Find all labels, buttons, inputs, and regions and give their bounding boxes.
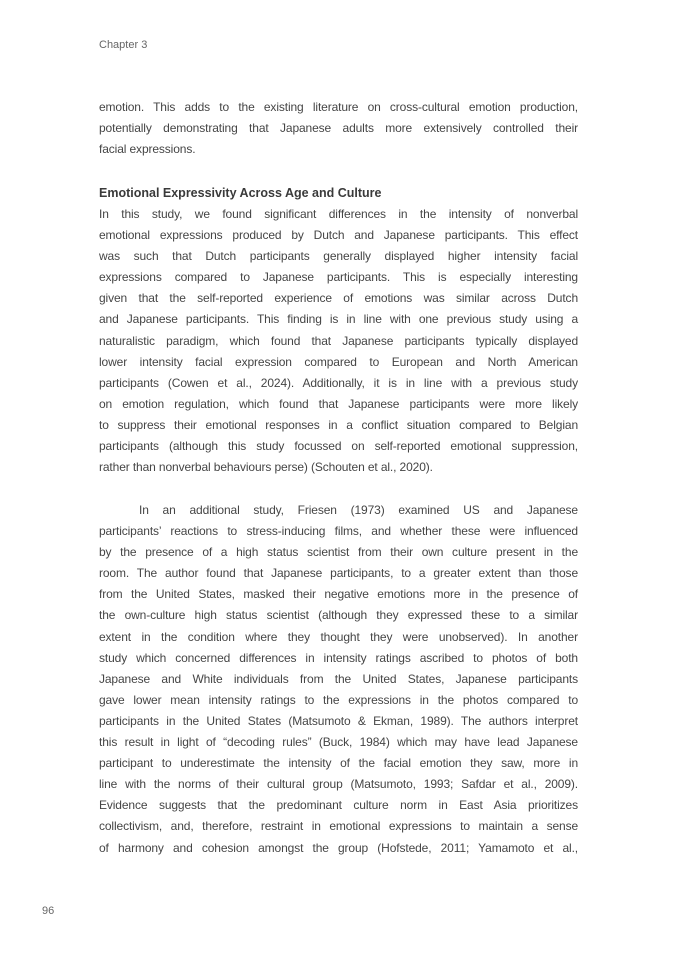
text-line: this result in light of “decoding rules” (Buck, 1984) which may have lead Japanese bbox=[99, 735, 578, 750]
text-line: from the United States, masked their negative emotions more in the presence of bbox=[99, 587, 578, 602]
text-line: and Japanese participants. This finding is in line with one previous study using a bbox=[99, 312, 578, 327]
text-line: the own-culture high status scientist (although they expressed these to a similar bbox=[99, 608, 578, 623]
text-line: facial expressions. bbox=[99, 142, 196, 157]
text-line: study which concerned differences in intensity ratings ascribed to photos of both bbox=[99, 650, 578, 665]
text-line: extent in the condition where they thought they were unobserved). In another bbox=[99, 629, 578, 644]
paragraph-results bbox=[99, 204, 578, 478]
text-line: Evidence suggests that the predominant culture norm in East Asia prioritizes bbox=[99, 798, 578, 813]
text-line: potentially demonstrating that Japanese adults more extensively controlled their bbox=[99, 121, 578, 136]
text-line: participants (although this study focussed on self-reported emotional suppression, bbox=[99, 439, 578, 454]
text-line: by the presence of a high status scientist from their own culture present in the bbox=[99, 545, 578, 560]
text-line: of harmony and cohesion amongst the group (Hofstede, 2011; Yamamoto et al., bbox=[99, 840, 578, 855]
text-line: participants’ reactions to stress-inducing films, and whether these were influenced bbox=[99, 524, 578, 539]
running-header: Chapter 3 bbox=[99, 39, 148, 51]
text-line: line with the norms of their cultural group (Matsumoto, 1993; Safdar et al., 2009). bbox=[99, 777, 578, 792]
text-line: gave lower mean intensity ratings to the expressions in the photos compared to bbox=[99, 692, 578, 707]
text-line: participant to underestimate the intensity of the facial emotion they saw, more in bbox=[99, 756, 578, 771]
text-line: room. The author found that Japanese participants, to a greater extent than those bbox=[99, 566, 578, 581]
text-line: rather than nonverbal behaviours perse) (Schouten et al., 2020). bbox=[99, 460, 433, 475]
text-line: expressions compared to Japanese participants. This is especially interesting bbox=[99, 270, 578, 285]
paragraph-additional-study bbox=[99, 500, 578, 859]
text-line: on emotion regulation, which found that Japanese participants were more likely bbox=[99, 396, 578, 411]
text-line: In an additional study, Friesen (1973) examined US and Japanese bbox=[139, 503, 578, 517]
text-line: collectivism, and, therefore, restraint in emotional expressions to maintain a sense bbox=[99, 819, 578, 834]
section-heading: Emotional Expressivity Across Age and Culture bbox=[99, 186, 382, 200]
text-line: was such that Dutch participants generally displayed higher intensity facial bbox=[99, 249, 578, 264]
text-line: In this study, we found significant differences in the intensity of nonverbal bbox=[99, 207, 578, 221]
text-line: to suppress their emotional responses in a conflict situation compared to Belgian bbox=[99, 417, 578, 432]
text-line: emotional expressions produced by Dutch and Japanese participants. This effect bbox=[99, 228, 578, 243]
text-line: Japanese and White individuals from the United States, Japanese participants bbox=[99, 671, 578, 686]
paragraph-intro bbox=[99, 97, 578, 160]
text-line: given that the self-reported experience of emotions was similar across Dutch bbox=[99, 291, 578, 306]
page-number: 96 bbox=[42, 905, 55, 917]
text-line: naturalistic paradigm, which found that Japanese participants typically displayed bbox=[99, 333, 578, 348]
text-line: participants in the United States (Matsumoto & Ekman, 1989). The authors interpret bbox=[99, 713, 578, 728]
text-line: emotion. This adds to the existing literature on cross-cultural emotion production, bbox=[99, 100, 578, 114]
text-line: participants (Cowen et al., 2024). Additionally, it is in line with a previous study bbox=[99, 375, 578, 390]
text-line: lower intensity facial expression compared to European and North American bbox=[99, 354, 578, 369]
